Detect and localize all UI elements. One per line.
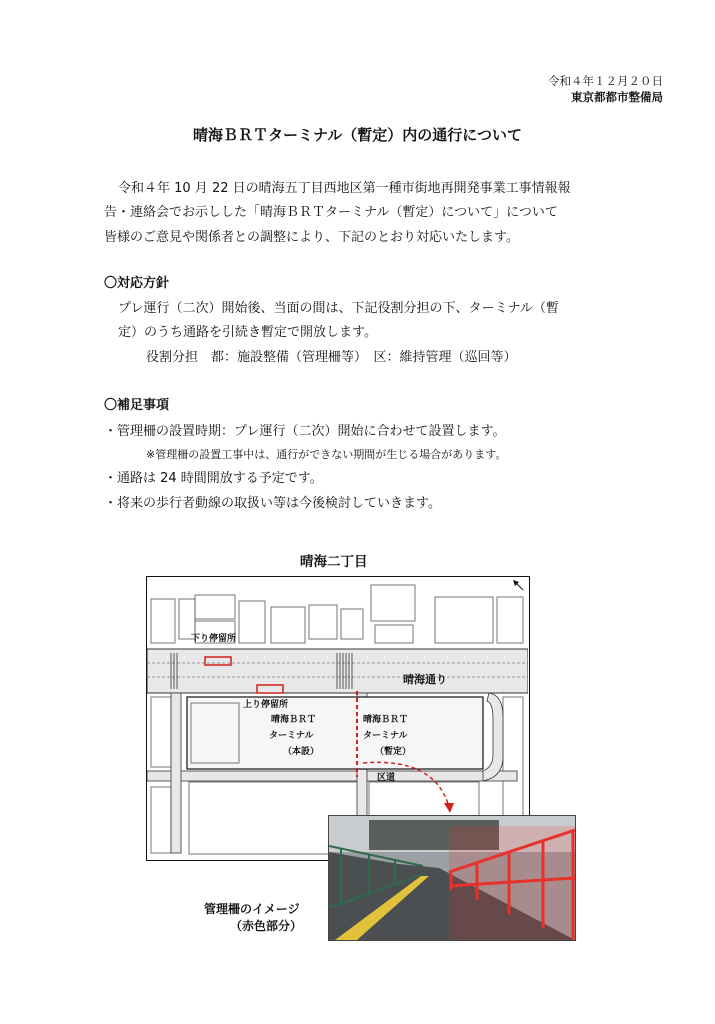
- photo-caption-sub: （赤色部分）: [230, 919, 303, 933]
- terminal-main-line: （本設）: [283, 747, 320, 757]
- policy-line: プレ運行（二次）開始後、当面の間は、下記役割分担の下、ターミナル（暫: [118, 301, 559, 316]
- document-title: 晴海ＢＲＴターミナル（暫定）内の通行について: [193, 126, 522, 144]
- fence-image: [328, 815, 576, 941]
- terminal-main-line: 晴海ＢＲＴ: [271, 715, 317, 725]
- supplement-item: ・通路は 24 時間開放する予定です。: [104, 471, 323, 486]
- fence-photo-drawing: [329, 816, 575, 940]
- policy-heading: 〇対応方針: [104, 276, 170, 291]
- supplement-note: ※管理柵の設置工事中は、通行ができない期間が生じる場合があります。: [146, 448, 507, 461]
- terminal-temp-line: （暫定）: [375, 747, 412, 757]
- stop-up-label: 上り停留所: [243, 700, 289, 710]
- street-label: 晴海通り: [403, 673, 447, 686]
- terminal-temp-line: ターミナル: [363, 731, 408, 741]
- map-area-label: 晴海二丁目: [300, 554, 368, 570]
- photo-pointer-arrowhead: [444, 803, 454, 813]
- terminal-block: [187, 697, 483, 769]
- supplement-item: ・将来の歩行者動線の取扱い等は今後検討していきます。: [104, 496, 441, 511]
- terminal-temp-line: 晴海ＢＲＴ: [363, 715, 409, 725]
- intro-line: 令和４年 10 月 22 日の晴海五丁目西地区第一種市街地再開発事業工事情報報: [118, 181, 571, 196]
- terminal-main-line: ターミナル: [269, 731, 314, 741]
- ward-road-label: 区道: [377, 773, 396, 783]
- supplement-heading: 〇補足事項: [104, 398, 170, 413]
- supplement-item: ・管理柵の設置時期：プレ運行（二次）開始に合わせて設置します。: [104, 424, 506, 439]
- stop-down-label: 下り停留所: [191, 634, 237, 644]
- document-date: 令和４年１２月２０日: [548, 74, 663, 88]
- policy-line: 定）のうち通路を引続き暫定で開放します。: [118, 325, 377, 340]
- intro-line: 皆様のご意見や関係者との調整により、下記のとおり対応いたします。: [104, 230, 519, 245]
- policy-roles: 役割分担 都：施設整備（管理柵等） 区：維持管理（巡回等）: [146, 350, 517, 365]
- photo-caption: 管理柵のイメージ: [204, 902, 300, 916]
- north-arrow-icon: [513, 580, 523, 590]
- intro-line: 告・連絡会でお示しした「晴海ＢＲＴターミナル（暫定）について」について: [104, 205, 558, 220]
- issuing-organization: 東京都都市整備局: [571, 90, 663, 104]
